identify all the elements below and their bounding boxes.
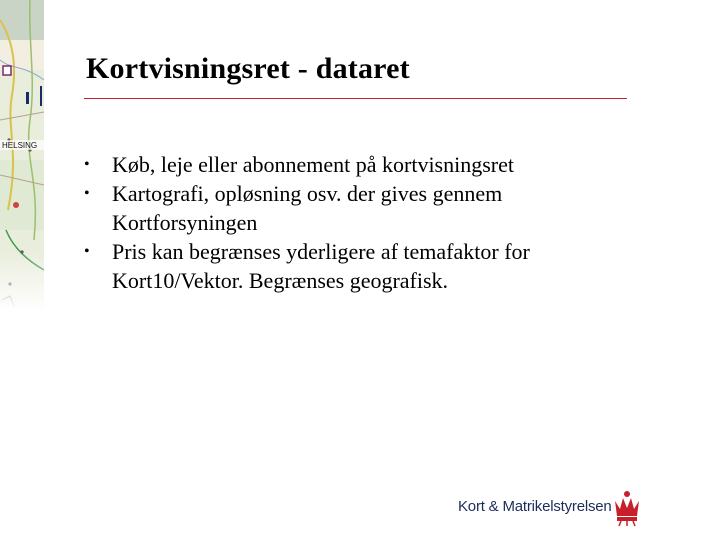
bullet-text: Kartografi, opløsning osv. der gives gennem Kortforsyningen	[112, 181, 503, 235]
map-thumbnail	[0, 0, 44, 312]
crown-icon	[612, 489, 642, 527]
bullet-text: Pris kan begrænses yderligere af temafaktor for Kort10/Vektor. Begrænses geografisk.	[112, 239, 530, 293]
bullet-text: Køb, leje eller abonnement på kortvisningsret	[112, 152, 514, 177]
bullet-list	[84, 150, 594, 295]
slide-title: Kortvisningsret - dataret	[86, 52, 410, 85]
map-place-label: HELSING	[2, 141, 38, 150]
agency-logo	[458, 489, 648, 529]
bullet-dot: •	[84, 185, 90, 202]
accent-line	[40, 86, 42, 106]
logo-text: Kort & Matrikelstyrelsen	[458, 498, 612, 515]
map-fade	[0, 250, 44, 312]
bullet-dot: •	[84, 156, 90, 173]
title-rule	[84, 98, 627, 99]
bullet-item	[84, 150, 594, 179]
bullet-dot: •	[84, 243, 90, 260]
bullet-item	[84, 237, 594, 295]
bullet-item	[84, 179, 594, 237]
